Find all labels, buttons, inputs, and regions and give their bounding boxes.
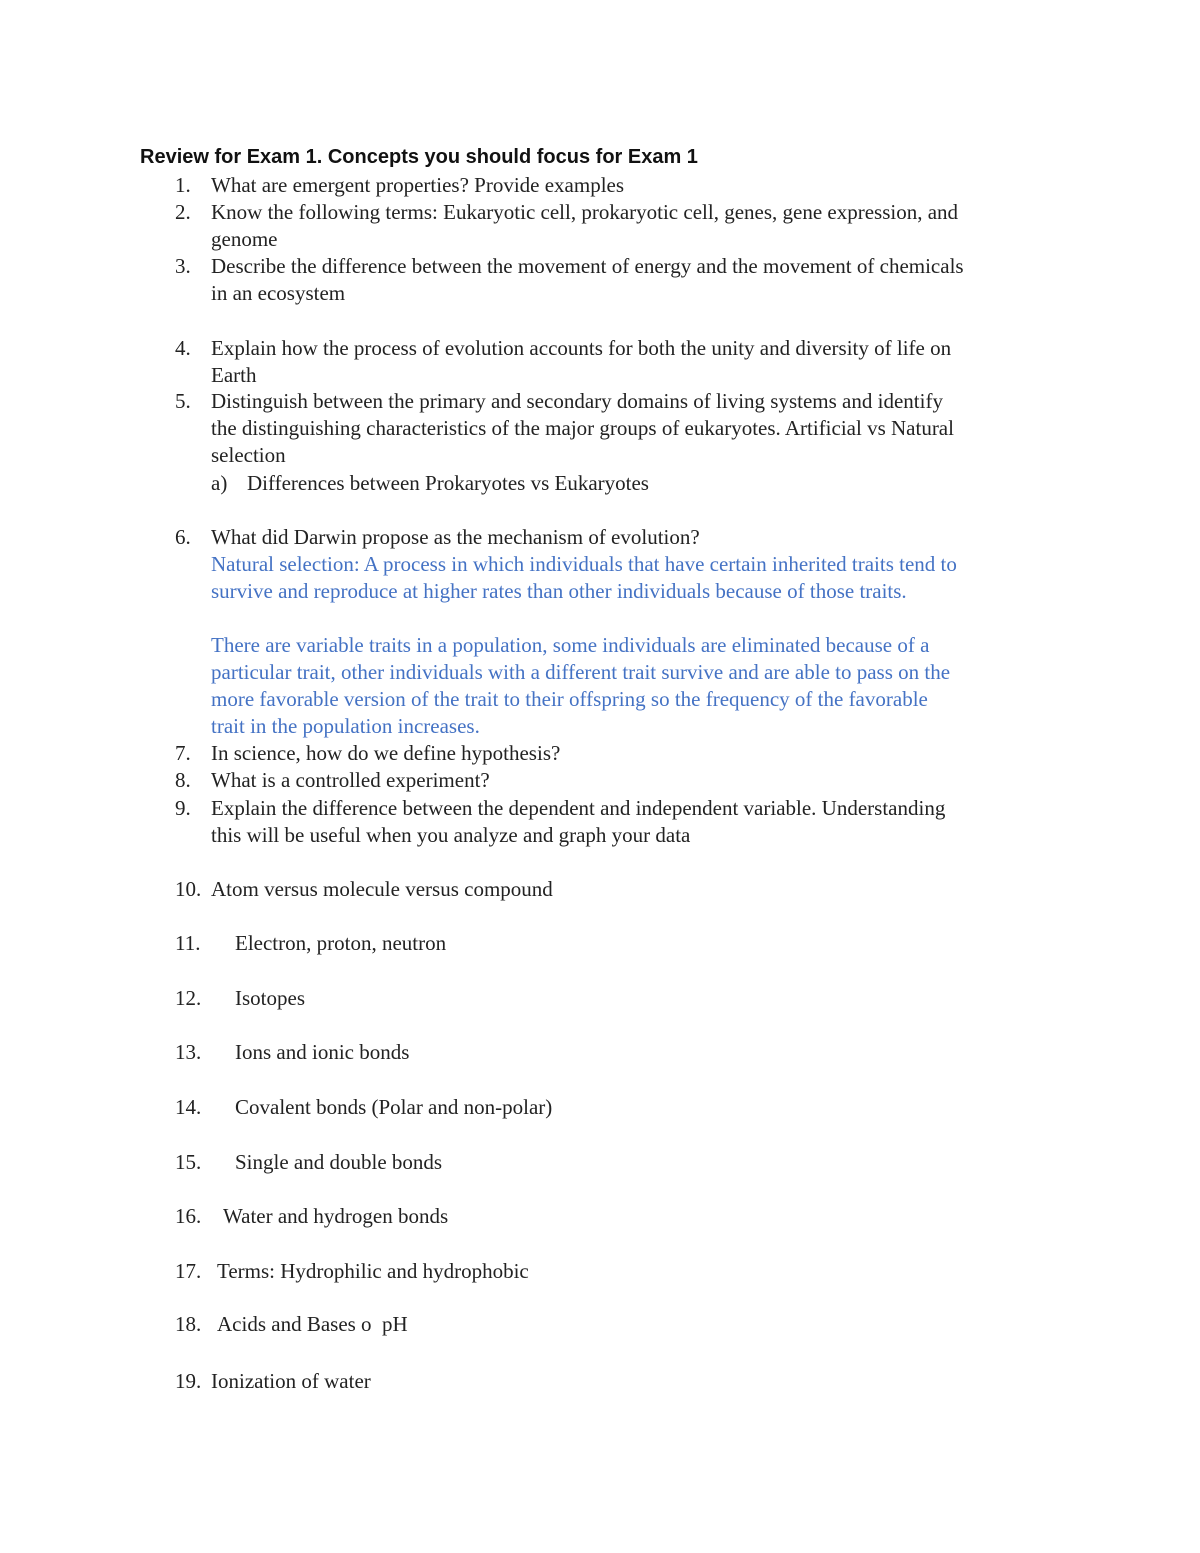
item-text: Explain the difference between the dependent and independent variable. Understanding this will be useful when you analyze and graph your data: [211, 796, 946, 847]
item-number: 18.: [175, 1312, 202, 1336]
item-text: Terms: Hydrophilic and hydrophobic: [217, 1259, 529, 1283]
item-text: Explain how the process of evolution accounts for both the unity and diversity of life on Earth: [211, 336, 952, 387]
item-number: 17.: [175, 1259, 202, 1283]
item-number: 5.: [175, 389, 191, 413]
item-number: 12.: [175, 986, 202, 1010]
item-text: Ions and ionic bonds: [235, 1040, 410, 1064]
item-number: 3.: [175, 254, 191, 278]
item-text: What are emergent properties? Provide examples: [211, 173, 625, 197]
item-number: 19.: [175, 1369, 202, 1393]
item-number: 16.: [175, 1204, 202, 1228]
item-text: What did Darwin propose as the mechanism of evolution?: [211, 525, 700, 549]
item-number: 7.: [175, 741, 191, 765]
answer-text: There are variable traits in a population, some individuals are eliminated because of a particular trait, other individuals with a different trait survive and are able to pass on the more favorable version of the trait to their offspring so the frequency of the favorable trait in the population increases.: [211, 633, 951, 738]
answer-text: Natural selection: A process in which individuals that have certain inherited traits tend to survive and reproduce at higher rates than other individuals because of those traits.: [211, 552, 957, 603]
page-title: Review for Exam 1. Concepts you should focus for Exam 1: [140, 146, 698, 168]
item-number: 10.: [175, 877, 202, 901]
item-text: Ionization of water: [211, 1369, 371, 1393]
item-text: Distinguish between the primary and secondary domains of living systems and identify the distinguishing characteristics of the major groups of eukaryotes. Artificial vs Natural selection: [211, 389, 954, 467]
item-number: 4.: [175, 336, 191, 360]
item-number: 2.: [175, 200, 191, 224]
item-number: 14.: [175, 1095, 202, 1119]
item-number: a): [211, 471, 228, 495]
item-number: 13.: [175, 1040, 202, 1064]
item-text: Describe the difference between the movement of energy and the movement of chemicals in an ecosystem: [211, 254, 964, 305]
item-number: 1.: [175, 173, 191, 197]
item-text: Atom versus molecule versus compound: [211, 877, 553, 901]
item-text: Know the following terms: Eukaryotic cell, prokaryotic cell, genes, gene expression, and genome: [211, 200, 959, 251]
item-text: Differences between Prokaryotes vs Eukaryotes: [247, 471, 649, 495]
item-text: Electron, proton, neutron: [235, 931, 447, 955]
item-number: 11.: [175, 931, 201, 955]
item-number: 8.: [175, 768, 191, 792]
item-number: 6.: [175, 525, 191, 549]
item-number: 9.: [175, 796, 191, 820]
item-text: Acids and Bases o pH: [217, 1312, 408, 1336]
item-text: Water and hydrogen bonds: [223, 1204, 449, 1228]
item-text: What is a controlled experiment?: [211, 768, 490, 792]
item-number: 15.: [175, 1150, 202, 1174]
item-text: Covalent bonds (Polar and non-polar): [235, 1095, 553, 1119]
item-text: In science, how do we define hypothesis?: [211, 741, 561, 765]
item-text: Single and double bonds: [235, 1150, 443, 1174]
item-text: Isotopes: [235, 986, 305, 1010]
